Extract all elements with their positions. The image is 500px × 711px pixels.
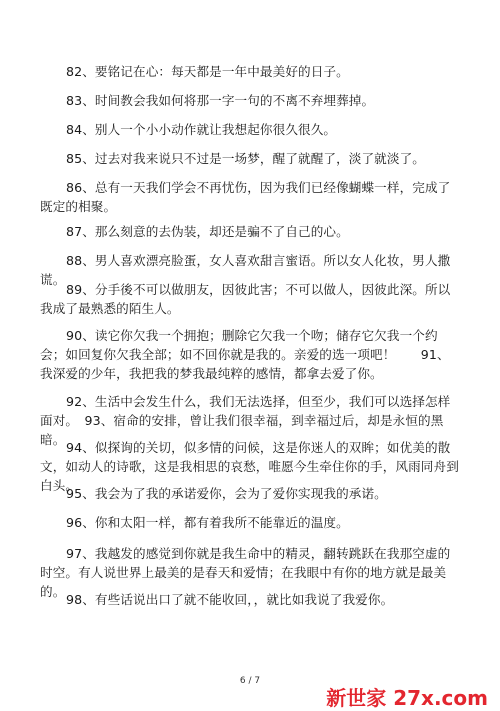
paragraph-88: 88、男人喜欢漂亮脸蛋，女人喜欢甜言蜜语。所以女人化妆，男人撒谎。 <box>40 253 451 287</box>
paragraph-95: 95、我会为了我的承诺爱你，会为了爱你实现我的承诺。 <box>66 486 387 501</box>
paragraph-87: 87、那么刻意的去伪装，却还是骗不了自己的心。 <box>66 224 349 239</box>
paragraph-90-91: 90、读它你欠我一个拥抱；删除它欠我一个吻；储存它欠我一个约会；如回复你欠我全部；如不回你就是我的。亲爱的选一项吧！ 91、我深爱的少年，我把我的梦我最纯粹的感情，都拿去爱了你。 <box>40 328 450 381</box>
paragraph-85: 85、过去对我来说只不过是一场梦，醒了就醒了，淡了就淡了。 <box>66 151 425 166</box>
paragraph-96: 96、你和太阳一样，都有着我所不能靠近的温度。 <box>66 515 349 530</box>
paragraph-86: 86、总有一天我们学会不再忧伤，因为我们已经像蝴蝶一样，完成了既定的相聚。 <box>40 180 451 214</box>
paragraph-83: 83、时间教会我如何将那一字一句的不离不弃埋葬掉。 <box>66 93 375 108</box>
paragraph-89: 89、分手後不可以做朋友，因彼此害；不可以做人，因彼此深。所以我成了最熟悉的陌生人。 <box>40 282 451 316</box>
paragraph-98: 98、有些话说出口了就不能收回，，就比如我说了我爱你。 <box>66 592 394 607</box>
paragraph-82: 82、要铭记在心：每天都是一年中最美好的日子。 <box>66 64 349 79</box>
paragraph-92-93: 92、生活中会发生什么，我们无法选择，但至少，我们可以选择怎样面对。 93、宿命的安排，曾让我们很幸福，到幸福过后，却是永恒的黑暗。 <box>40 394 451 447</box>
paragraph-84: 84、别人一个小小动作就让我想起你很久很久。 <box>66 122 337 137</box>
paragraph-97: 97、我越发的感觉到你就是我生命中的精灵，翻转跳跃在我那空虚的时空。有人说世界上最美的是春天和爱情；在我眼中有你的地方就是最美的。 <box>40 546 451 599</box>
page-number: 6 / 7 <box>239 676 261 686</box>
paragraph-94: 94、似探询的关切，似多情的问候，这是你迷人的双眸；如优美的散文，如动人的诗歌，这是我相思的哀愁，唯愿今生牵住你的手，风雨同舟到白头。 <box>40 440 459 493</box>
site-watermark: 新世家 27x.com <box>326 686 488 710</box>
